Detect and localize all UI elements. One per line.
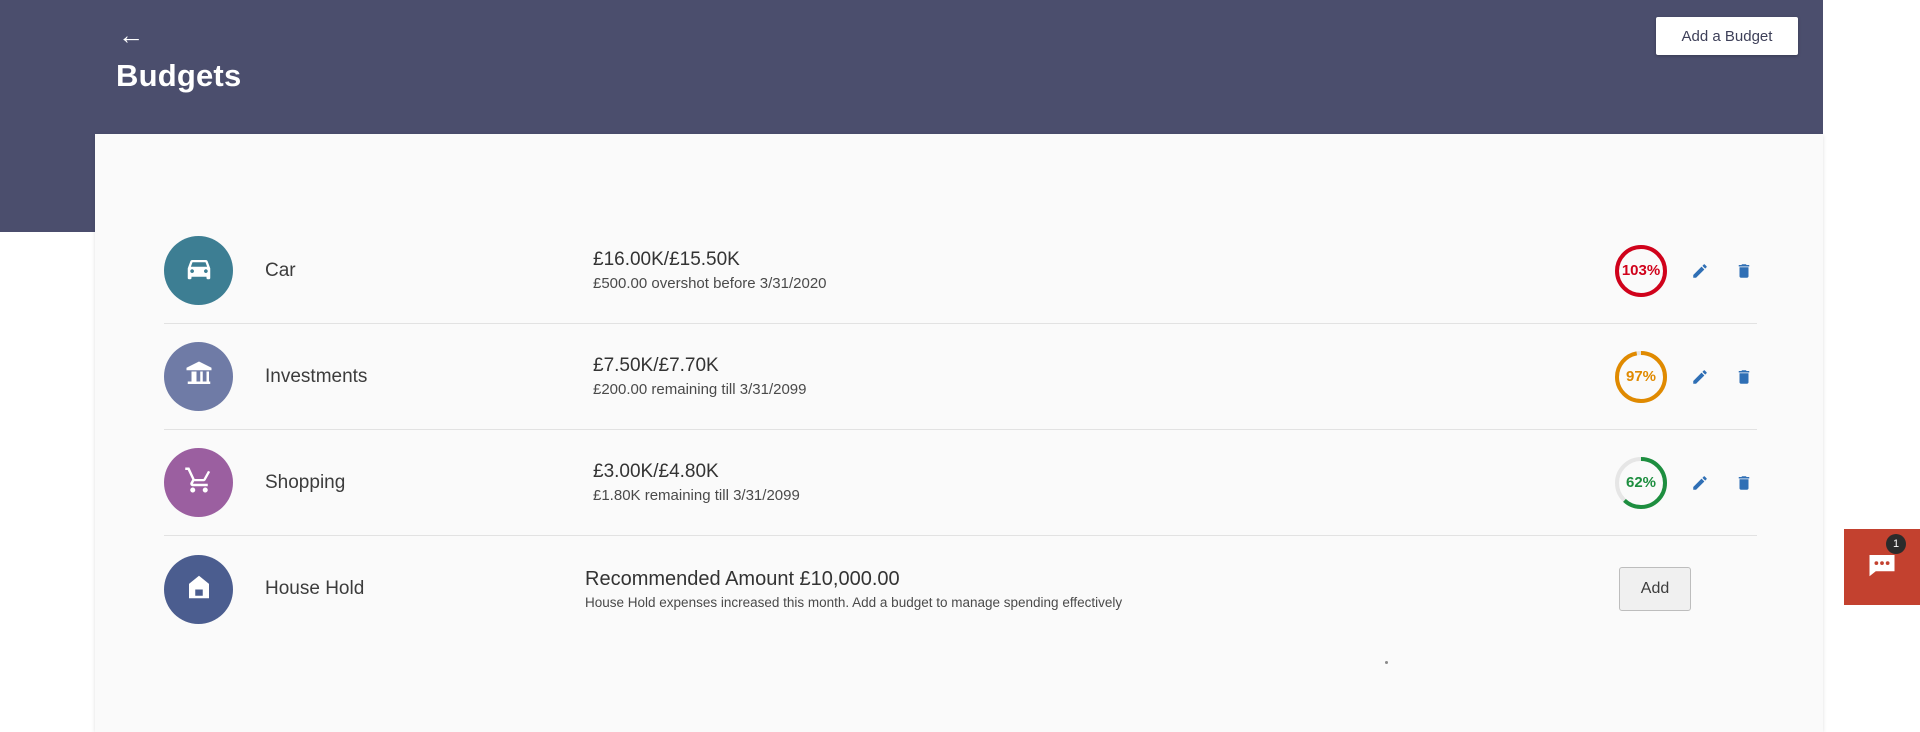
- progress-percent: 103%: [1621, 262, 1661, 279]
- chat-bubble-icon: [1867, 552, 1897, 583]
- recommendation-text: [585, 565, 1425, 613]
- trash-icon[interactable]: [1731, 258, 1757, 284]
- pencil-icon[interactable]: [1687, 258, 1713, 284]
- avatar: [164, 555, 233, 624]
- row-actions: [1613, 455, 1757, 511]
- trash-icon[interactable]: [1731, 470, 1757, 496]
- recommendation-actions: [1619, 567, 1757, 611]
- chat-unread-badge: 1: [1886, 534, 1906, 554]
- budget-name: Car: [265, 259, 296, 281]
- home-icon: [184, 572, 214, 607]
- budget-amounts: [593, 353, 1233, 401]
- budgets-card: [95, 134, 1823, 732]
- budgets-list: [164, 218, 1757, 642]
- budget-note: £200.00 remaining till 3/31/2099: [593, 380, 807, 398]
- row-actions: [1613, 349, 1757, 405]
- budget-note: £500.00 overshot before 3/31/2020: [593, 274, 827, 292]
- avatar: [164, 448, 233, 517]
- budget-amount: £16.00K/£15.50K: [593, 248, 740, 270]
- cart-icon: [184, 465, 214, 500]
- budget-name: Shopping: [265, 471, 346, 493]
- recommendation-row: [164, 536, 1757, 642]
- trash-icon[interactable]: [1731, 364, 1757, 390]
- bank-icon: [184, 359, 214, 394]
- recommendation-name: House Hold: [265, 578, 365, 599]
- progress-donut: [1613, 243, 1669, 299]
- budget-amount: £7.50K/£7.70K: [593, 354, 719, 376]
- budget-amounts: [593, 247, 1233, 295]
- table-row[interactable]: [164, 218, 1757, 324]
- progress-donut: [1613, 455, 1669, 511]
- avatar: [164, 342, 233, 411]
- car-icon: [184, 253, 214, 288]
- table-row[interactable]: [164, 430, 1757, 536]
- page-title: Budgets: [116, 58, 242, 93]
- avatar: [164, 236, 233, 305]
- budget-name: Investments: [265, 365, 368, 387]
- progress-percent: 97%: [1625, 368, 1657, 385]
- progress-donut: [1613, 349, 1669, 405]
- chat-widget-button[interactable]: [1844, 529, 1920, 605]
- budget-amount: £3.00K/£4.80K: [593, 460, 719, 482]
- recommendation-subtext: House Hold expenses increased this month. Add a budget to manage spending effectively: [585, 595, 1123, 610]
- add-budget-button[interactable]: Add a Budget: [1656, 17, 1798, 55]
- add-button[interactable]: Add: [1619, 567, 1691, 611]
- progress-percent: 62%: [1625, 474, 1657, 491]
- row-actions: [1613, 243, 1757, 299]
- budget-amounts: [593, 459, 1233, 507]
- decorative-dot: [1385, 661, 1388, 664]
- recommendation-headline: Recommended Amount £10,000.00: [585, 568, 900, 590]
- table-row[interactable]: [164, 324, 1757, 430]
- pencil-icon[interactable]: [1687, 470, 1713, 496]
- pencil-icon[interactable]: [1687, 364, 1713, 390]
- budget-note: £1.80K remaining till 3/31/2099: [593, 486, 800, 504]
- back-arrow-icon[interactable]: ←: [118, 20, 144, 50]
